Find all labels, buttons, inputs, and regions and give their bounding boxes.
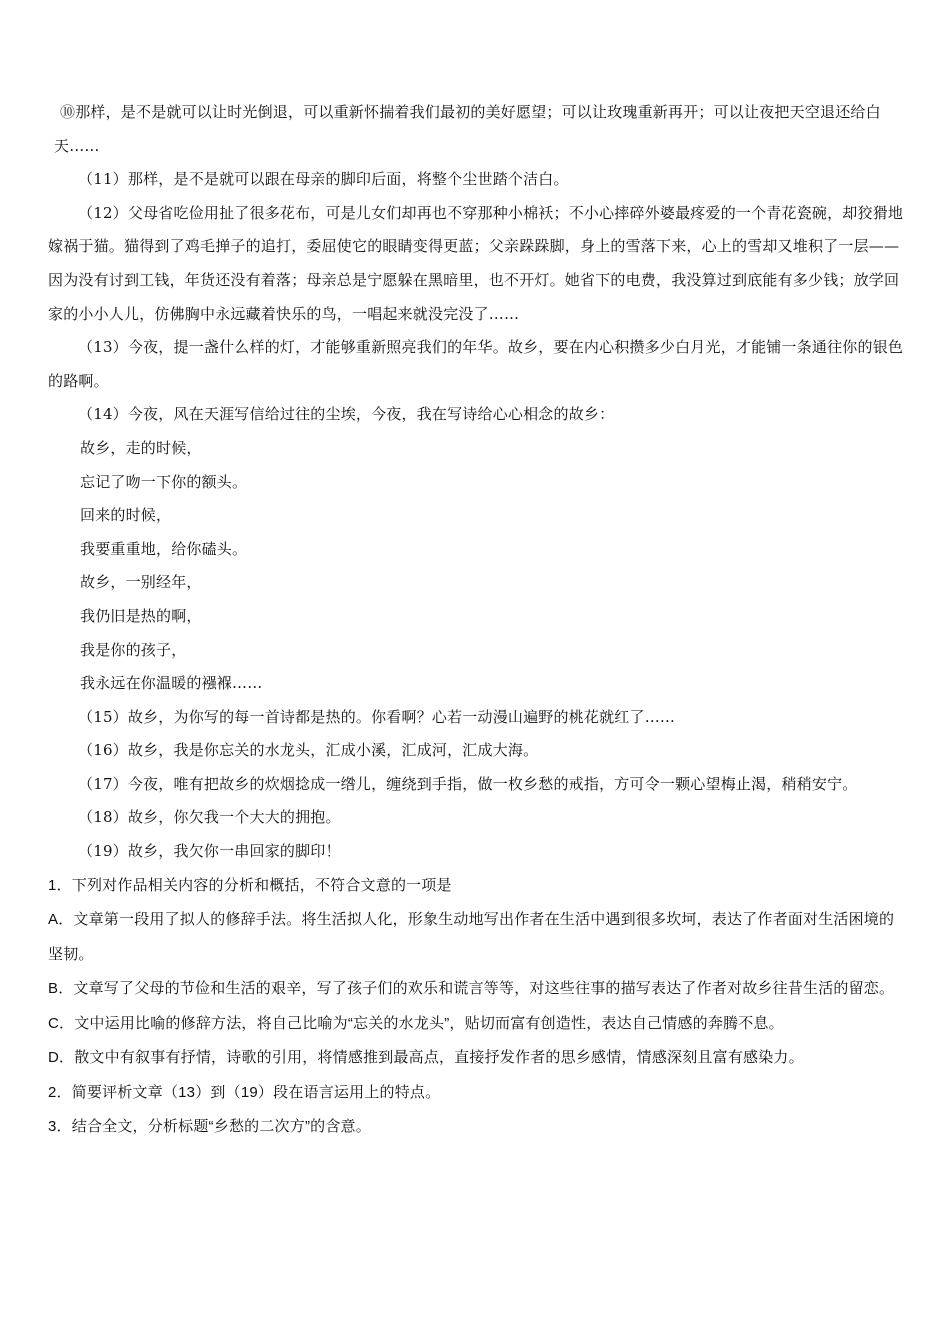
option-c: C．文中运用比喻的修辞方法，将自己比喻为“忘关的水龙头”，贴切而富有创造性，表达自己情感的奔腾不息。: [48, 1014, 784, 1032]
poem: [48, 432, 904, 701]
paragraph-12: （12）父母省吃俭用扯了很多花布，可是儿女们却再也不穿那种小棉袄；不小心摔碎外婆最疼爱的一个青花瓷碗，却狡猾地嫁祸于猫。猫得到了鸡毛掸子的追打，委屈使它的眼睛变得更蓝；父亲跺跺脚，身上的雪落下来，心上的雪却又堆积了一层——因为没有讨到工钱，年货还没有着落；母亲总是宁愿躲在黑暗里，也不开灯。她省下的电费，我没算过到底能有多少钱；放学回家的小小人儿，仿佛胸中永远藏着快乐的鸟，一唱起来就没完没了……: [48, 203, 904, 323]
question-1: 1．下列对作品相关内容的分析和概括，不符合文意的一项是: [48, 876, 452, 894]
paragraph-15: （15）故乡，为你写的每一首诗都是热的。你看啊？心若一动漫山遍野的桃花就红了……: [78, 707, 676, 726]
option-a: A．文章第一段用了拟人的修辞手法。将生活拟人化，形象生动地写出作者在生活中遇到很多坎坷，表达了作者面对生活困境的坚韧。: [48, 911, 895, 963]
poem-line: 我要重重地，给你磕头。: [80, 539, 248, 558]
document-page: [48, 96, 904, 1145]
poem-line: 故乡，走的时候，: [80, 438, 202, 457]
paragraph-14: （14）今夜，风在天涯写信给过往的尘埃，今夜，我在写诗给心心相念的故乡：: [78, 405, 615, 424]
paragraph-16: （16）故乡，我是你忘关的水龙头，汇成小溪，汇成河，汇成大海。: [78, 741, 539, 760]
poem-line: 我是你的孩子，: [80, 640, 187, 659]
paragraph-10: ⑩那样，是不是就可以让时光倒退，可以重新怀揣着我们最初的美好愿望；可以让玫瑰重新再开；可以让夜把天空退还给白天……: [54, 103, 881, 155]
paragraph-13: （13）今夜，提一盏什么样的灯，才能够重新照亮我们的年华。故乡，要在内心积攒多少白月光，才能铺一条通往你的银色的路啊。: [48, 338, 904, 390]
paragraph-17: （17）今夜，唯有把故乡的炊烟捻成一绺儿，缠绕到手指，做一枚乡愁的戒指，方可令一颗心望梅止渴，稍稍安宁。: [78, 774, 858, 793]
option-b: B．文章写了父母的节俭和生活的艰辛，写了孩子们的欢乐和谎言等等，对这些往事的描写表达了作者对故乡往昔生活的留恋。: [48, 980, 895, 998]
question-3: 3．结合全文，分析标题“乡愁的二次方”的含意。: [48, 1118, 371, 1136]
poem-line: 忘记了吻一下你的额头。: [80, 472, 248, 491]
poem-line: 我仍旧是热的啊，: [80, 606, 202, 625]
paragraph-11: （11）那样，是不是就可以跟在母亲的脚印后面，将整个尘世踏个洁白。: [78, 170, 569, 189]
poem-line: 故乡，一别经年，: [80, 573, 202, 592]
poem-line: 我永远在你温暖的襁褓……: [80, 674, 263, 693]
poem-line: 回来的时候，: [80, 506, 172, 525]
option-d: D．散文中有叙事有抒情，诗歌的引用，将情感推到最高点，直接抒发作者的思乡感情，情感深刻且富有感染力。: [48, 1049, 804, 1067]
paragraph-18: （18）故乡，你欠我一个大大的拥抱。: [78, 808, 341, 827]
paragraph-19: （19）故乡，我欠你一串回家的脚印！: [78, 842, 341, 861]
question-2: 2．简要评析文章（13）到（19）段在语言运用上的特点。: [48, 1083, 441, 1101]
